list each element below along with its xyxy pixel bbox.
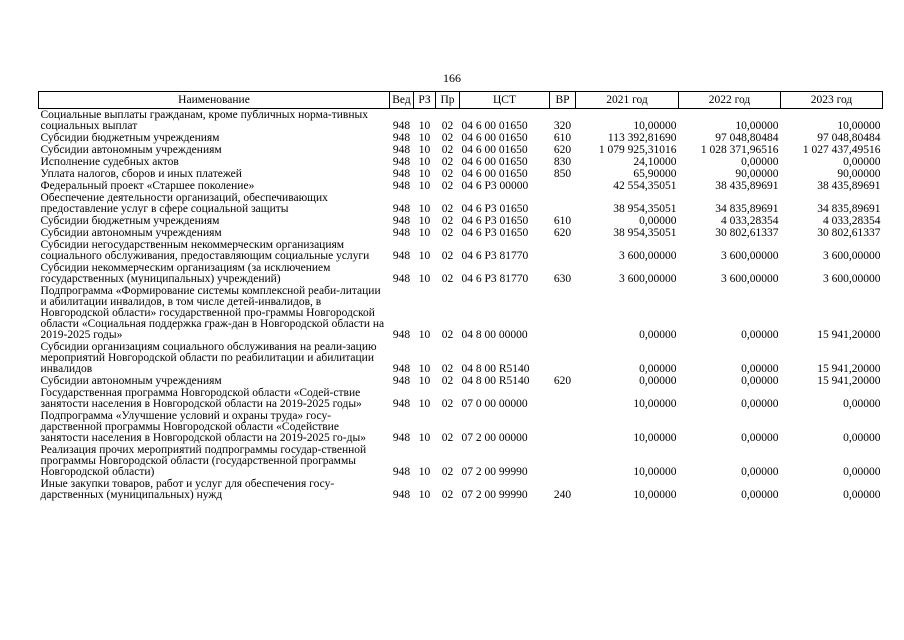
table-row — [39, 444, 883, 478]
cell-cst: 04 8 00 R5140 — [461, 363, 530, 375]
table-row — [39, 144, 883, 156]
cell-rz: 10 — [418, 273, 431, 285]
cell-vr — [550, 239, 576, 262]
cell-2022: 0,00000 — [741, 156, 779, 168]
cell-cst: 07 2 00 00000 — [461, 432, 528, 444]
table-row — [39, 215, 883, 227]
cell-2022: 1 028 371,96516 — [700, 144, 779, 156]
cell-ved: 948 — [392, 489, 411, 501]
cell-vr: 240 — [553, 489, 572, 501]
cell-rz: 10 — [418, 375, 431, 387]
header-2021: 2021 год — [576, 92, 679, 109]
cell-rz: 10 — [418, 203, 431, 215]
cell-ved: 948 — [392, 203, 411, 215]
cell-cst: 04 6 P3 01650 — [461, 203, 529, 215]
cell-name: Иные закупки товаров, работ и услуг для обеспечения госу-дарственных (муниципальных) нужд — [40, 478, 335, 501]
cell-2023: 34 835,89691 — [817, 203, 881, 215]
cell-rz: 10 — [418, 466, 431, 478]
cell-vr: 620 — [553, 227, 572, 239]
cell-cst: 07 2 00 99990 — [461, 489, 528, 501]
cell-pr: 02 — [441, 363, 454, 375]
cell-name: Субсидии бюджетным учреждениям — [40, 215, 220, 227]
cell-2023: 3 600,00000 — [823, 250, 881, 262]
cell-vr — [550, 410, 576, 444]
cell-ved: 948 — [392, 144, 411, 156]
cell-2022: 0,00000 — [741, 398, 779, 410]
table-row — [39, 239, 883, 262]
cell-ved: 948 — [392, 227, 411, 239]
cell-2021: 10,00000 — [633, 432, 677, 444]
cell-rz: 10 — [418, 156, 431, 168]
cell-vr — [550, 285, 576, 341]
cell-pr: 02 — [441, 132, 454, 144]
cell-rz: 10 — [418, 144, 431, 156]
table-row — [39, 227, 883, 239]
cell-ved: 948 — [392, 398, 411, 410]
header-2022: 2022 год — [679, 92, 781, 109]
header-cst: ЦСТ — [460, 92, 550, 109]
cell-pr: 02 — [441, 432, 454, 444]
budget-table — [38, 91, 883, 501]
cell-vr: 620 — [553, 375, 572, 387]
cell-2022: 38 435,89691 — [715, 180, 779, 192]
cell-name: Субсидии организациям социального обслуживания на реали-зацию мероприятий Новгородской области по реабилитации и абилитации инвалидов — [40, 341, 377, 375]
header-name: Наименование — [39, 92, 390, 109]
cell-cst: 04 6 00 01650 — [461, 132, 528, 144]
cell-2022: 4 033,28354 — [721, 215, 779, 227]
cell-2023: 3 600,00000 — [823, 273, 881, 285]
cell-ved: 948 — [392, 180, 411, 192]
cell-rz: 10 — [418, 120, 431, 132]
cell-cst: 04 6 P3 01650 — [461, 227, 529, 239]
cell-vr — [550, 444, 576, 478]
table-row — [39, 478, 883, 501]
cell-2023: 4 033,28354 — [823, 215, 881, 227]
cell-2023: 0,00000 — [843, 489, 881, 501]
header-row — [39, 92, 883, 109]
cell-vr — [550, 192, 576, 215]
table-row — [39, 132, 883, 144]
cell-rz: 10 — [418, 180, 431, 192]
cell-2022: 0,00000 — [741, 363, 779, 375]
cell-2021: 0,00000 — [639, 375, 677, 387]
cell-2021: 38 954,35051 — [613, 203, 677, 215]
table-row — [39, 375, 883, 387]
cell-cst: 04 6 P3 01650 — [461, 215, 529, 227]
header-pr: Пр — [436, 92, 460, 109]
cell-2021: 0,00000 — [639, 215, 677, 227]
cell-2021: 0,00000 — [639, 329, 677, 341]
table-body — [39, 109, 883, 502]
cell-vr: 830 — [553, 156, 572, 168]
cell-2023: 0,00000 — [843, 156, 881, 168]
cell-2021: 0,00000 — [639, 363, 677, 375]
header-rz: РЗ — [414, 92, 436, 109]
cell-rz: 10 — [418, 227, 431, 239]
table-row — [39, 109, 883, 133]
cell-2023: 38 435,89691 — [817, 180, 881, 192]
cell-vr: 620 — [553, 144, 572, 156]
cell-2023: 0,00000 — [843, 432, 881, 444]
cell-pr: 02 — [441, 489, 454, 501]
cell-vr: 610 — [553, 215, 572, 227]
cell-rz: 10 — [418, 215, 431, 227]
cell-2023: 15 941,20000 — [817, 363, 881, 375]
cell-ved: 948 — [392, 466, 411, 478]
cell-2023: 0,00000 — [843, 466, 881, 478]
table-row — [39, 192, 883, 215]
cell-rz: 10 — [418, 250, 431, 262]
header-ved: Вед — [390, 92, 414, 109]
table-row — [39, 341, 883, 375]
cell-cst: 04 6 00 01650 — [461, 156, 528, 168]
header-vr: ВР — [550, 92, 576, 109]
cell-cst: 04 8 00 00000 — [461, 329, 528, 341]
cell-vr: 850 — [553, 168, 572, 180]
cell-2022: 0,00000 — [741, 466, 779, 478]
cell-2021: 113 392,81690 — [607, 132, 677, 144]
page-number: 166 — [443, 71, 461, 85]
cell-rz: 10 — [418, 168, 431, 180]
cell-cst: 07 0 00 00000 — [461, 398, 528, 410]
table-row — [39, 410, 883, 444]
table-row — [39, 168, 883, 180]
cell-rz: 10 — [418, 432, 431, 444]
cell-name: Государственная программа Новгородской области «Содей-ствие занятости населения в Новгородской области на 2019-2025 годы» — [40, 387, 362, 410]
cell-2023: 97 048,80484 — [817, 132, 881, 144]
cell-name: Федеральный проект «Старшее поколение» — [40, 180, 255, 192]
cell-ved: 948 — [392, 250, 411, 262]
cell-2021: 10,00000 — [633, 398, 677, 410]
cell-2021: 10,00000 — [633, 120, 677, 132]
header-2023: 2023 год — [781, 92, 883, 109]
cell-pr: 02 — [441, 273, 454, 285]
cell-2022: 90,00000 — [735, 168, 779, 180]
cell-2022: 34 835,89691 — [715, 203, 779, 215]
cell-2022: 0,00000 — [741, 375, 779, 387]
cell-2021: 24,10000 — [633, 156, 677, 168]
cell-name: Субсидии автономным учреждениям — [40, 144, 222, 156]
cell-pr: 02 — [441, 398, 454, 410]
cell-ved: 948 — [392, 273, 411, 285]
table-row — [39, 285, 883, 341]
cell-ved: 948 — [392, 215, 411, 227]
cell-2023: 30 802,61337 — [817, 227, 881, 239]
cell-2021: 65,90000 — [633, 168, 677, 180]
table-row — [39, 156, 883, 168]
cell-2023: 15 941,20000 — [817, 329, 881, 341]
cell-pr: 02 — [441, 180, 454, 192]
cell-vr: 630 — [553, 273, 572, 285]
cell-cst: 04 6 00 01650 — [461, 168, 528, 180]
cell-pr: 02 — [441, 329, 454, 341]
cell-cst: 07 2 00 99990 — [461, 466, 528, 478]
cell-vr: 320 — [553, 120, 572, 132]
cell-cst: 04 6 P3 81770 — [461, 273, 529, 285]
cell-2022: 0,00000 — [741, 432, 779, 444]
cell-pr: 02 — [441, 227, 454, 239]
cell-2023: 10,00000 — [837, 120, 881, 132]
cell-ved: 948 — [392, 329, 411, 341]
cell-ved: 948 — [392, 132, 411, 144]
cell-vr — [550, 387, 576, 410]
cell-name: Субсидии автономным учреждениям — [40, 227, 222, 239]
cell-ved: 948 — [392, 363, 411, 375]
cell-2022: 3 600,00000 — [721, 250, 779, 262]
cell-2021: 42 554,35051 — [613, 180, 677, 192]
cell-2023: 0,00000 — [843, 398, 881, 410]
cell-ved: 948 — [392, 120, 411, 132]
cell-pr: 02 — [441, 144, 454, 156]
cell-pr: 02 — [441, 156, 454, 168]
cell-name: Субсидии некоммерческим организациям (за исключением государственных (муниципальных) учреждений) — [40, 262, 331, 285]
table-row — [39, 262, 883, 285]
cell-2022: 97 048,80484 — [715, 132, 779, 144]
cell-vr: 610 — [553, 132, 572, 144]
cell-pr: 02 — [441, 120, 454, 132]
cell-pr: 02 — [441, 215, 454, 227]
cell-vr — [550, 341, 576, 375]
cell-name: Уплата налогов, сборов и иных платежей — [40, 168, 242, 180]
cell-rz: 10 — [418, 363, 431, 375]
cell-2022: 0,00000 — [741, 489, 779, 501]
cell-name: Субсидии автономным учреждениям — [40, 375, 222, 387]
cell-rz: 10 — [418, 329, 431, 341]
cell-name: Субсидии бюджетным учреждениям — [40, 132, 220, 144]
cell-name: Субсидии негосударственным некоммерческим организациям социального обслуживания, предоставляющим социальные услуги — [40, 239, 370, 262]
cell-2021: 3 600,00000 — [619, 273, 677, 285]
cell-cst: 04 6 00 01650 — [461, 144, 528, 156]
cell-name: Исполнение судебных актов — [40, 156, 179, 168]
cell-cst: 04 6 00 01650 — [461, 120, 528, 132]
cell-rz: 10 — [418, 398, 431, 410]
cell-ved: 948 — [392, 432, 411, 444]
cell-name: Реализация прочих мероприятий подпрограммы государ-ственной программы Новгородской области (государственной программы Новгородской области) — [40, 444, 367, 478]
cell-2021: 3 600,00000 — [619, 250, 677, 262]
cell-pr: 02 — [441, 168, 454, 180]
cell-rz: 10 — [418, 489, 431, 501]
cell-name: Подпрограмма «Улучшение условий и охраны труда» госу-дарственной программы Новгородской области «Содействие занятости населения в Новгородской области на 2019-2025 го-ды» — [40, 410, 366, 444]
cell-cst: 04 6 P3 00000 — [461, 180, 529, 192]
cell-pr: 02 — [441, 466, 454, 478]
cell-pr: 02 — [441, 250, 454, 262]
cell-vr — [550, 180, 576, 192]
cell-2021: 38 954,35051 — [613, 227, 677, 239]
cell-ved: 948 — [392, 168, 411, 180]
cell-2021: 10,00000 — [633, 466, 677, 478]
cell-2023: 15 941,20000 — [817, 375, 881, 387]
cell-pr: 02 — [441, 375, 454, 387]
cell-rz: 10 — [418, 132, 431, 144]
cell-2022: 3 600,00000 — [721, 273, 779, 285]
cell-name: Социальные выплаты гражданам, кроме публичных норма-тивных социальных выплат — [40, 109, 368, 132]
cell-name: Обеспечение деятельности организаций, обеспечивающих предоставление услуг в сфере социальной защиты — [40, 192, 328, 215]
cell-name: Подпрограмма «Формирование системы комплексной реаби-литации и абилитации инвалидов, в том числе детей-инвалидов, в Новгородской области» государственной про-граммы Новгородской области «Социальная поддержка граж-дан в Новгородской области на 2019-2025 годы» — [40, 285, 385, 341]
cell-2021: 10,00000 — [633, 489, 677, 501]
cell-2021: 1 079 925,31016 — [598, 144, 677, 156]
cell-2023: 90,00000 — [837, 168, 881, 180]
cell-ved: 948 — [392, 375, 411, 387]
cell-2023: 1 027 437,49516 — [802, 144, 881, 156]
cell-2022: 10,00000 — [735, 120, 779, 132]
cell-cst: 04 6 P3 81770 — [461, 250, 529, 262]
cell-2022: 30 802,61337 — [715, 227, 779, 239]
cell-pr: 02 — [441, 203, 454, 215]
table-row — [39, 387, 883, 410]
cell-2022: 0,00000 — [741, 329, 779, 341]
table-row — [39, 180, 883, 192]
cell-ved: 948 — [392, 156, 411, 168]
cell-cst: 04 8 00 R5140 — [461, 375, 530, 387]
